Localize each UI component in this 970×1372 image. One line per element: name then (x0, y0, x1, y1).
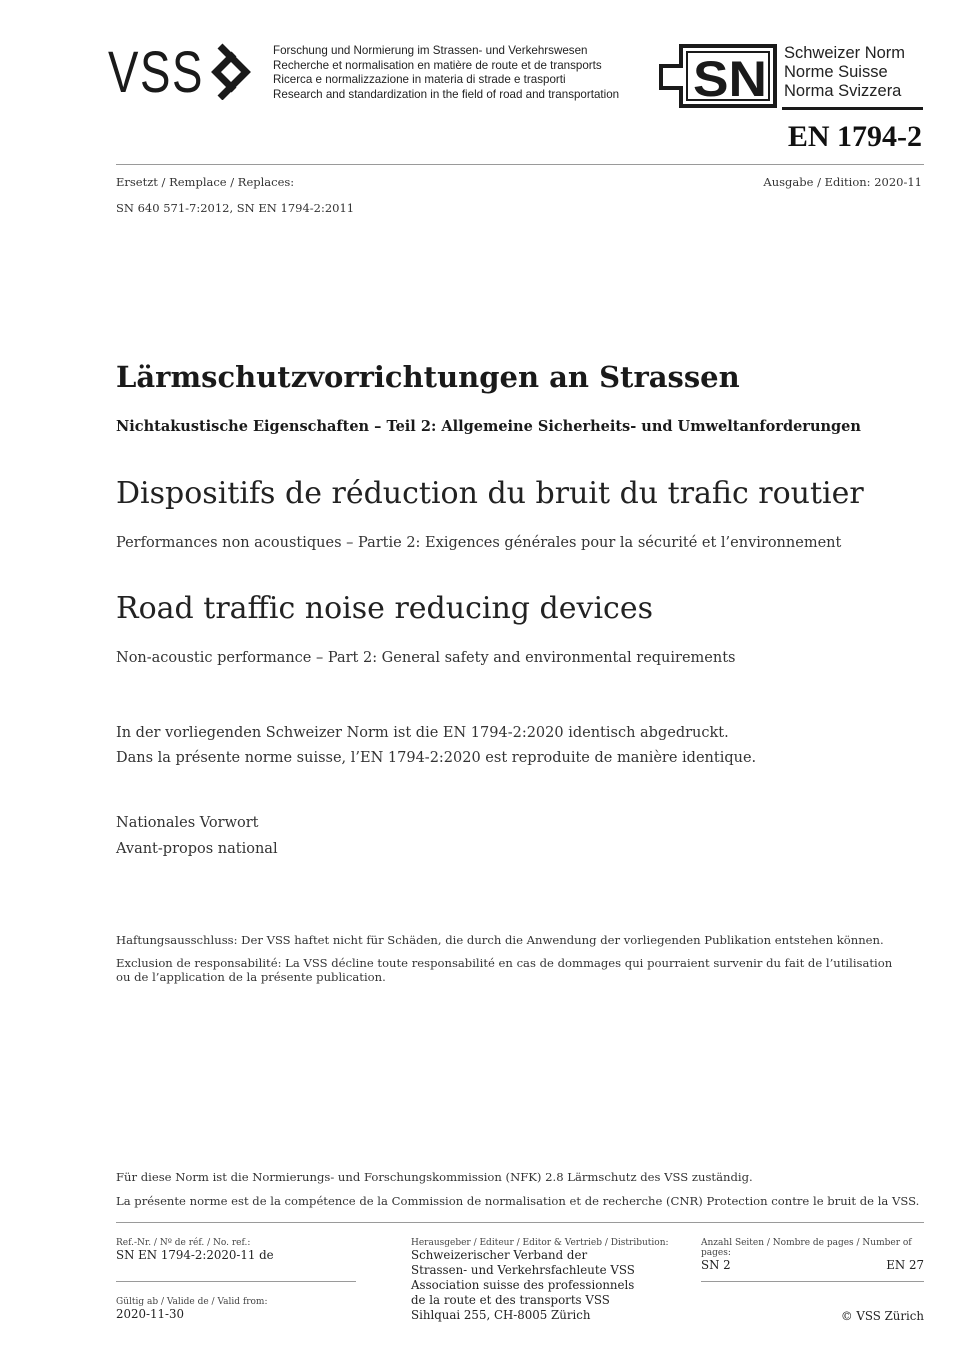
pages-block (701, 1238, 924, 1273)
publisher-line: de la route et des transports VSS (411, 1293, 610, 1307)
publisher-line: Strassen- und Verkehrsfachleute VSS (411, 1263, 635, 1277)
vss-logo-text: VSS (108, 40, 204, 100)
sn-tagline-de: Schweizer Norm (784, 44, 906, 62)
publisher-line: Schweizerischer Verband der (411, 1248, 588, 1262)
pages-en: EN 27 (886, 1258, 924, 1272)
vss-tagline-fr: Recherche et normalisation en matière de route et de transports (273, 58, 602, 72)
ref-divider (116, 1281, 356, 1282)
copyright: © VSS Zürich (840, 1309, 924, 1323)
vss-tagline-de: Forschung und Normierung im Strassen- und Verkehrswesen (273, 44, 588, 57)
disclaimer-fr (116, 957, 892, 984)
disclaimer-de: Haftungsausschluss: Der VSS haftet nicht für Schäden, die durch die Anwendung der vorliegenden Publikation entstehen können. (116, 933, 884, 947)
competence-de: Für diese Norm ist die Normierungs- und Forschungskommission (NFK) 2.8 Lärmschutz des VSS zuständig. (116, 1170, 753, 1184)
vss-tagline (273, 44, 619, 102)
vss-logo (108, 40, 268, 100)
ref-block (116, 1238, 356, 1263)
publisher-block (411, 1238, 681, 1323)
valid-value: 2020-11-30 (116, 1307, 185, 1321)
footer-divider (116, 1222, 924, 1223)
replaces-label: Ersetzt / Remplace / Replaces: (116, 175, 295, 189)
publisher-address: Sihlquai 255, CH-8005 Zürich (411, 1308, 591, 1322)
disclaimer-fr-line-2: ou de l’application de la présente publication. (116, 969, 386, 984)
standard-number: EN 1794-2 (787, 120, 922, 153)
competence-fr: La présente norme est de la compétence de la Commission de normalisation et de recherche (CNR) Protection contre le bruit de la VSS. (116, 1194, 920, 1208)
edition: Ausgabe / Edition: 2020-11 (763, 175, 922, 189)
sn-logo-text: SN (693, 51, 767, 107)
identical-note-de: In der vorliegenden Schweizer Norm ist die EN 1794-2:2020 identisch abgedruckt. (116, 725, 729, 741)
sn-underline (782, 107, 923, 110)
subtitle-fr: Performances non acoustiques – Partie 2: Exigences générales pour la sécurité et l’environnement (116, 535, 842, 551)
pages-divider (701, 1281, 924, 1282)
pages-sn: SN 2 (701, 1258, 731, 1272)
disclaimer-fr-line-1: Exclusion de responsabilité: La VSS décline toute responsabilité en cas de dommages qui pourraient survenir du fait de l’utilisation (116, 956, 893, 970)
sn-tagline (784, 44, 905, 101)
valid-block (116, 1297, 356, 1322)
header-divider (116, 164, 924, 165)
foreword-fr: Avant-propos national (116, 841, 278, 857)
subtitle-de: Nichtakustische Eigenschaften – Teil 2: Allgemeine Sicherheits- und Umweltanforderungen (116, 418, 861, 435)
ref-value: SN EN 1794-2:2020-11 de (116, 1248, 274, 1262)
sn-logo (657, 44, 779, 112)
replaces-value: SN 640 571-7:2012, SN EN 1794-2:2011 (116, 201, 355, 215)
publisher-label: Herausgeber / Editeur / Editor & Vertrieb / Distribution: (411, 1238, 669, 1248)
sn-tagline-fr: Norme Suisse (784, 63, 888, 81)
ref-label: Ref.-Nr. / Nº de réf. / No. ref.: (116, 1238, 251, 1248)
title-fr: Dispositifs de réduction du bruit du trafic routier (116, 476, 864, 511)
title-de: Lärmschutzvorrichtungen an Strassen (116, 360, 740, 394)
sn-tagline-it: Norma Svizzera (784, 82, 902, 100)
valid-label: Gültig ab / Valide de / Valid from: (116, 1297, 268, 1307)
identical-note-fr: Dans la présente norme suisse, l’EN 1794-2:2020 est reproduite de manière identique. (116, 750, 757, 766)
subtitle-en: Non-acoustic performance – Part 2: General safety and environmental requirements (116, 650, 736, 666)
publisher-line: Association suisse des professionnels (411, 1278, 635, 1292)
vss-tagline-en: Research and standardization in the field of road and transportation (273, 87, 620, 101)
foreword-de: Nationales Vorwort (116, 815, 259, 831)
pages-label: Anzahl Seiten / Nombre de pages / Number of pages: (701, 1238, 912, 1258)
vss-tagline-it: Ricerca e normalizzazione in materia di strade e trasporti (273, 73, 566, 87)
title-en: Road traffic noise reducing devices (116, 591, 653, 626)
